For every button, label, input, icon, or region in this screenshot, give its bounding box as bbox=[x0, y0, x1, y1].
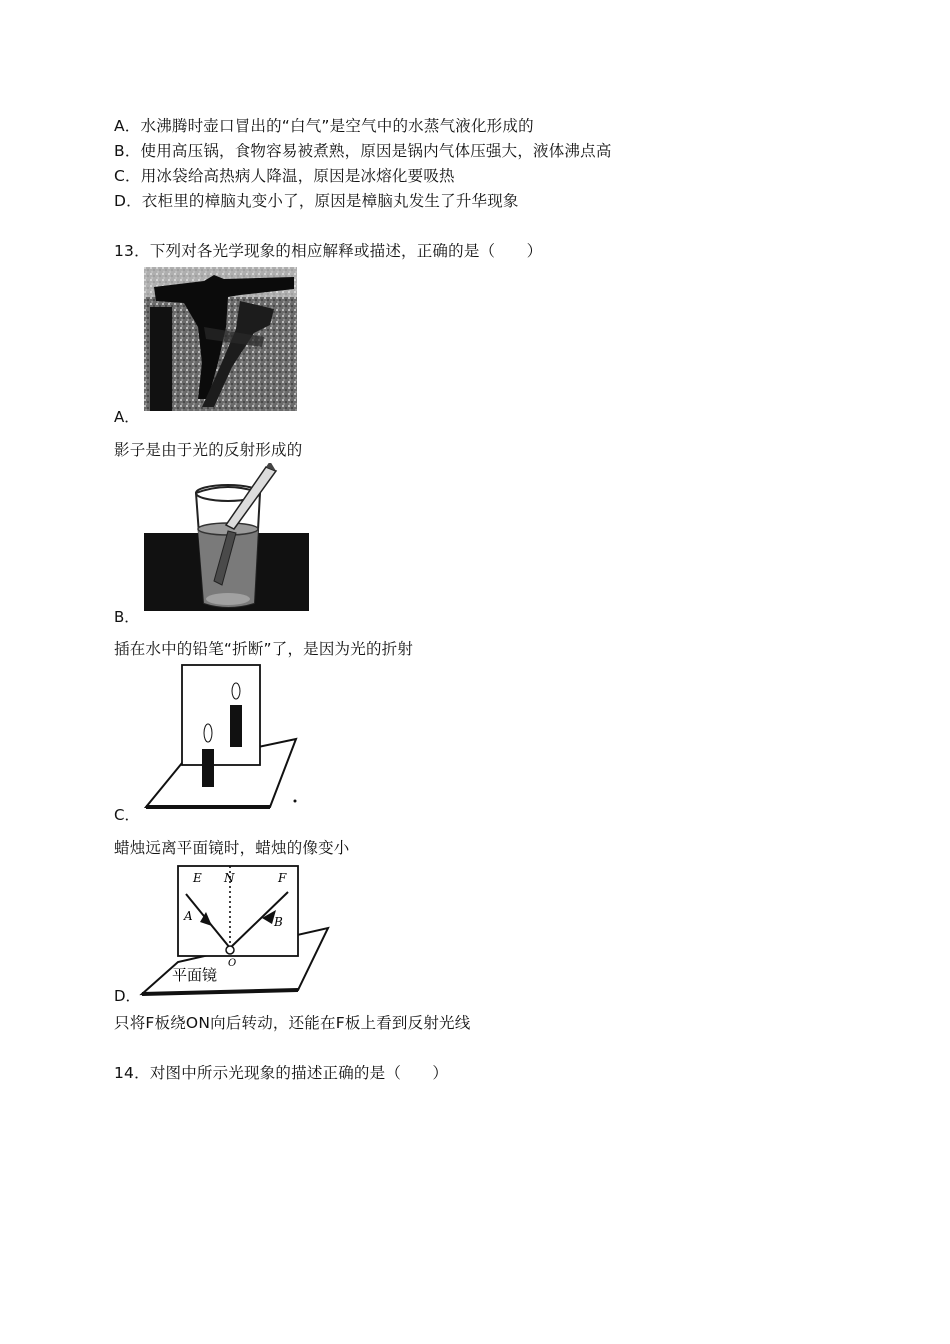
q13-option-c-text: 蜡烛远离平面镜时，蜡烛的像变小 bbox=[114, 839, 350, 857]
q14-stem: 14．对图中所示光现象的描述正确的是（ ） bbox=[114, 1064, 449, 1082]
q13-option-b-text: 插在水中的铅笔“折断”了，是因为光的折射 bbox=[114, 640, 414, 658]
q13-option-d-text: 只将F板绕ON向后转动，还能在F板上看到反射光线 bbox=[114, 1014, 471, 1032]
reflection-board-figure bbox=[138, 862, 332, 1000]
shadow-photo-figure bbox=[144, 267, 297, 411]
pencil-in-water-figure bbox=[144, 463, 309, 611]
ray-b-label: B bbox=[274, 915, 283, 929]
q13-stem: 13．下列对各光学现象的相应解释或描述，正确的是（ ） bbox=[114, 242, 543, 260]
candle-mirror-figure bbox=[144, 663, 300, 811]
point-o-label: O bbox=[228, 958, 237, 969]
mirror-label: 平面镜 bbox=[172, 966, 218, 984]
q13-option-b-label: B． bbox=[114, 608, 140, 626]
q12-option-b: B．使用高压锅，食物容易被煮熟，原因是锅内气体压强大，液体沸点高 bbox=[114, 142, 612, 160]
q12-option-a: A．水沸腾时壶口冒出的“白气”是空气中的水蒸气液化形成的 bbox=[114, 117, 534, 135]
ray-a-label: A bbox=[184, 909, 193, 923]
q13-option-c-label: C． bbox=[114, 806, 140, 824]
board-f-label: F bbox=[278, 871, 287, 885]
q12-option-d: D．衣柜里的樟脑丸变小了，原因是樟脑丸发生了升华现象 bbox=[114, 192, 519, 210]
q12-option-c: C．用冰袋给高热病人降温，原因是冰熔化要吸热 bbox=[114, 167, 455, 185]
normal-n-label: N bbox=[224, 871, 235, 885]
q13-option-a-label: A． bbox=[114, 408, 140, 426]
q13-option-d-label: D． bbox=[114, 987, 141, 1005]
board-e-label: E bbox=[193, 871, 202, 885]
q13-option-a-text: 影子是由于光的反射形成的 bbox=[114, 441, 303, 459]
